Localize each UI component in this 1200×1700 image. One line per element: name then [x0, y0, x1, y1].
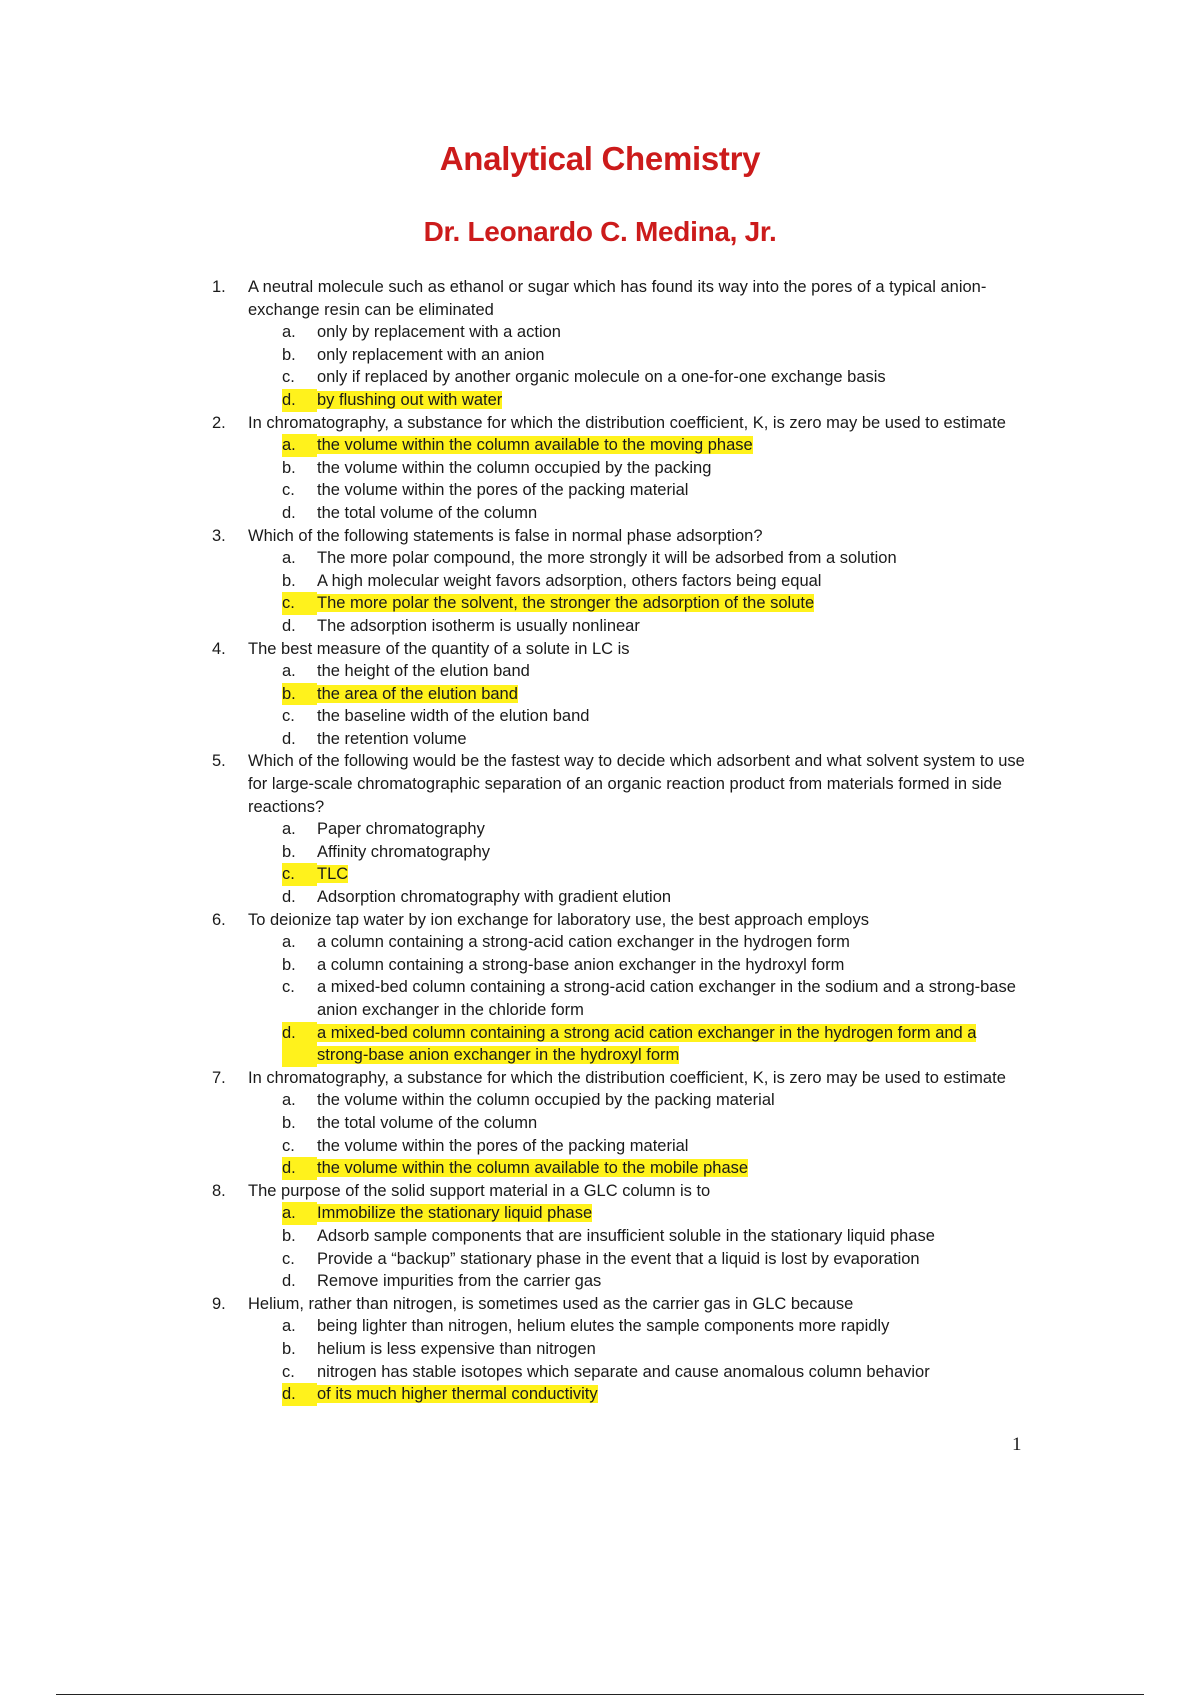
- option-letter: d.: [282, 389, 317, 412]
- option-text-wrapper: [317, 954, 1032, 977]
- option-letter: c.: [282, 481, 295, 500]
- option-letter: d.: [282, 1157, 317, 1180]
- answer-option-highlighted: [282, 683, 1032, 706]
- option-text-wrapper: [317, 1361, 1032, 1384]
- option-letter: a.: [282, 1202, 317, 1225]
- option-text: the volume within the pores of the packing material: [317, 481, 689, 500]
- option-letter: d.: [282, 888, 296, 907]
- question-text: Which of the following statements is false in normal phase adsorption?: [248, 526, 763, 545]
- option-text: A high molecular weight favors adsorption, others factors being equal: [317, 571, 822, 590]
- question-list: [212, 276, 1032, 1406]
- page-number: 1: [1012, 1434, 1022, 1455]
- question-item: [212, 750, 1032, 818]
- option-letter: a.: [282, 1317, 296, 1336]
- option-text: nitrogen has stable isotopes which separate and cause anomalous column behavior: [317, 1362, 930, 1381]
- option-text-wrapper: [317, 1135, 1032, 1158]
- answer-option: [282, 660, 1032, 683]
- option-text-wrapper: [317, 1225, 1032, 1248]
- answer-option-highlighted: [282, 863, 1032, 886]
- option-text-wrapper: [317, 1089, 1032, 1112]
- option-text-wrapper: [317, 1022, 1032, 1067]
- question-number: 1.: [212, 278, 226, 296]
- option-text-wrapper: [317, 683, 1032, 706]
- option-text: only if replaced by another organic molecule on a one-for-one exchange basis: [317, 368, 886, 387]
- option-text: only replacement with an anion: [317, 345, 545, 364]
- option-text: Affinity chromatography: [317, 842, 491, 861]
- answer-option: [282, 1112, 1032, 1135]
- question-item: [212, 276, 1032, 321]
- option-letter: d.: [282, 616, 296, 635]
- option-letter: b.: [282, 345, 296, 364]
- answer-option: [282, 1248, 1032, 1271]
- question-text: The purpose of the solid support material in a GLC column is to: [248, 1181, 711, 1200]
- option-letter: b.: [282, 1113, 296, 1132]
- option-text: The adsorption isotherm is usually nonlinear: [317, 616, 640, 635]
- option-text: helium is less expensive than nitrogen: [317, 1339, 596, 1358]
- answer-option: [282, 615, 1032, 638]
- option-text: the retention volume: [317, 729, 467, 748]
- option-text-wrapper: [317, 344, 1032, 367]
- question-item: [212, 1067, 1032, 1090]
- answer-option: [282, 366, 1032, 389]
- option-text-wrapper: [317, 570, 1032, 593]
- question-number: 2.: [212, 413, 226, 432]
- option-text-wrapper: [317, 728, 1032, 751]
- answer-option-highlighted: [282, 1383, 1032, 1406]
- answer-option: [282, 570, 1032, 593]
- bottom-rule: [56, 1694, 1144, 1695]
- answer-option: [282, 502, 1032, 525]
- option-letter: d.: [282, 1383, 317, 1406]
- option-text: Provide a “backup” stationary phase in the event that a liquid is lost by evaporation: [317, 1249, 920, 1268]
- option-text-wrapper: [317, 434, 1032, 457]
- option-text-wrapper: [317, 366, 1032, 389]
- question-item: [212, 1293, 1032, 1316]
- question-text: Helium, rather than nitrogen, is sometimes used as the carrier gas in GLC because: [248, 1294, 854, 1313]
- option-letter: b.: [282, 571, 296, 590]
- option-letter: c.: [282, 1249, 295, 1268]
- option-text-wrapper: [317, 321, 1032, 344]
- question-text: In chromatography, a substance for which the distribution coefficient, K, is zero may be used to estimate: [248, 1068, 1006, 1087]
- option-letter: d.: [282, 1272, 296, 1291]
- option-letter: b.: [282, 1226, 296, 1245]
- option-letter: a.: [282, 434, 317, 457]
- question-item: [212, 638, 1032, 661]
- option-letter: d.: [282, 503, 296, 522]
- answer-option: [282, 1338, 1032, 1361]
- option-text-wrapper: [317, 592, 1032, 615]
- option-text: being lighter than nitrogen, helium elutes the sample components more rapidly: [317, 1317, 890, 1336]
- question-text: A neutral molecule such as ethanol or sugar which has found its way into the pores of a typical anion-exchange resin can be eliminated: [248, 278, 987, 319]
- option-letter: a.: [282, 1091, 296, 1110]
- option-text-wrapper: [317, 1270, 1032, 1293]
- question-number: 7.: [212, 1068, 226, 1087]
- option-text-wrapper: [317, 1383, 1032, 1406]
- question-number: 6.: [212, 910, 226, 929]
- option-text: the volume within the pores of the packing material: [317, 1136, 689, 1155]
- answer-option: [282, 479, 1032, 502]
- answer-option-highlighted: [282, 434, 1032, 457]
- option-text: the baseline width of the elution band: [317, 707, 590, 726]
- question-text: To deionize tap water by ion exchange for laboratory use, the best approach employs: [248, 910, 869, 929]
- option-letter: b.: [282, 683, 317, 706]
- question-item: [212, 909, 1032, 932]
- answer-option: [282, 886, 1032, 909]
- option-text: The more polar the solvent, the stronger the adsorption of the solute: [317, 594, 815, 613]
- option-letter: a.: [282, 549, 296, 568]
- answer-option: [282, 1315, 1032, 1338]
- question-number: 8.: [212, 1181, 226, 1200]
- answer-option: [282, 728, 1032, 751]
- option-text-wrapper: [317, 1315, 1032, 1338]
- option-letter: b.: [282, 955, 296, 974]
- answer-option: [282, 954, 1032, 977]
- option-text: a mixed-bed column containing a strong-acid cation exchanger in the sodium and a strong-base anion exchanger in the chloride form: [317, 978, 1016, 1019]
- option-text-wrapper: [317, 547, 1032, 570]
- option-letter: d.: [282, 729, 296, 748]
- option-text-wrapper: [317, 705, 1032, 728]
- answer-option: [282, 1270, 1032, 1293]
- document-title: Analytical Chemistry: [439, 140, 761, 177]
- document-author: Dr. Leonardo C. Medina, Jr.: [423, 216, 777, 247]
- question-text: In chromatography, a substance for which the distribution coefficient, K, is zero may be used to estimate: [248, 413, 1006, 432]
- option-text: the volume within the column occupied by the packing: [317, 458, 712, 477]
- option-letter: c.: [282, 863, 317, 886]
- option-text-wrapper: [317, 479, 1032, 502]
- option-letter: b.: [282, 1339, 296, 1358]
- option-letter: c.: [282, 1136, 295, 1155]
- question-text: Which of the following would be the fastest way to decide which adsorbent and what solvent system to use for large-scale chromatographic separation of an organic reaction product from materials formed in side reactions?: [248, 752, 1025, 816]
- answer-option: [282, 457, 1032, 480]
- option-text: only by replacement with a action: [317, 323, 561, 342]
- option-letter: b.: [282, 842, 296, 861]
- answer-option: [282, 547, 1032, 570]
- option-letter: c.: [282, 707, 295, 726]
- option-text: TLC: [317, 865, 349, 884]
- option-text: the area of the elution band: [317, 684, 518, 703]
- option-letter: c.: [282, 978, 295, 997]
- question-item: [212, 412, 1032, 435]
- option-text-wrapper: [317, 841, 1032, 864]
- option-text-wrapper: [317, 863, 1032, 886]
- question-number: 5.: [212, 752, 226, 771]
- answer-option-highlighted: [282, 1022, 1032, 1067]
- option-text: the volume within the column occupied by the packing material: [317, 1091, 775, 1110]
- option-text-wrapper: [317, 1202, 1032, 1225]
- option-text: of its much higher thermal conductivity: [317, 1385, 598, 1404]
- question-text: The best measure of the quantity of a solute in LC is: [248, 639, 630, 658]
- option-text: Adsorption chromatography with gradient elution: [317, 888, 672, 907]
- option-text-wrapper: [317, 1248, 1032, 1271]
- option-text-wrapper: [317, 1338, 1032, 1361]
- option-text: Immobilize the stationary liquid phase: [317, 1204, 593, 1223]
- option-letter: a.: [282, 933, 296, 952]
- option-text-wrapper: [317, 1112, 1032, 1135]
- question-number: 9.: [212, 1294, 226, 1313]
- option-text: the total volume of the column: [317, 503, 538, 522]
- answer-option: [282, 841, 1032, 864]
- option-letter: a.: [282, 820, 296, 839]
- option-text-wrapper: [317, 660, 1032, 683]
- option-text: by flushing out with water: [317, 390, 503, 409]
- option-text: Adsorb sample components that are insufficient soluble in the stationary liquid phase: [317, 1226, 935, 1245]
- option-text-wrapper: [317, 1157, 1032, 1180]
- answer-option: [282, 1361, 1032, 1384]
- option-text-wrapper: [317, 389, 1032, 412]
- answer-option-highlighted: [282, 1202, 1032, 1225]
- option-letter: c.: [282, 592, 317, 615]
- option-text: a column containing a strong-base anion exchanger in the hydroxyl form: [317, 955, 845, 974]
- answer-option-highlighted: [282, 592, 1032, 615]
- option-text: the height of the elution band: [317, 662, 530, 681]
- answer-option-highlighted: [282, 1157, 1032, 1180]
- option-text-wrapper: [317, 457, 1032, 480]
- question-item: [212, 1180, 1032, 1203]
- answer-option: [282, 931, 1032, 954]
- answer-option: [282, 818, 1032, 841]
- option-text: the volume within the column available to the moving phase: [317, 436, 753, 455]
- option-letter: a.: [282, 662, 296, 681]
- option-text-wrapper: [317, 931, 1032, 954]
- answer-option: [282, 976, 1032, 1021]
- option-letter: b.: [282, 458, 296, 477]
- answer-option: [282, 344, 1032, 367]
- answer-option: [282, 1225, 1032, 1248]
- option-letter: d.: [282, 1022, 317, 1067]
- answer-option-highlighted: [282, 389, 1032, 412]
- option-letter: c.: [282, 1362, 295, 1381]
- answer-option: [282, 705, 1032, 728]
- answer-option: [282, 1089, 1032, 1112]
- option-text-wrapper: [317, 502, 1032, 525]
- option-text: The more polar compound, the more strongly it will be adsorbed from a solution: [317, 549, 897, 568]
- option-text: a column containing a strong-acid cation exchanger in the hydrogen form: [317, 933, 850, 952]
- option-text: the volume within the column available to the mobile phase: [317, 1159, 749, 1178]
- option-text-wrapper: [317, 615, 1032, 638]
- option-text: a mixed-bed column containing a strong acid cation exchanger in the hydrogen form and a strong-base anion exchanger in the hydroxyl form: [317, 1023, 977, 1065]
- question-number: 3.: [212, 526, 226, 545]
- question-number: 4.: [212, 639, 226, 658]
- option-text-wrapper: [317, 818, 1032, 841]
- option-text: Remove impurities from the carrier gas: [317, 1272, 602, 1291]
- option-text: Paper chromatography: [317, 820, 485, 839]
- option-text-wrapper: [317, 886, 1032, 909]
- answer-option: [282, 321, 1032, 344]
- option-letter: a.: [282, 323, 296, 342]
- option-letter: c.: [282, 368, 295, 387]
- option-text: the total volume of the column: [317, 1113, 538, 1132]
- option-text-wrapper: [317, 976, 1032, 1021]
- answer-option: [282, 1135, 1032, 1158]
- question-item: [212, 525, 1032, 548]
